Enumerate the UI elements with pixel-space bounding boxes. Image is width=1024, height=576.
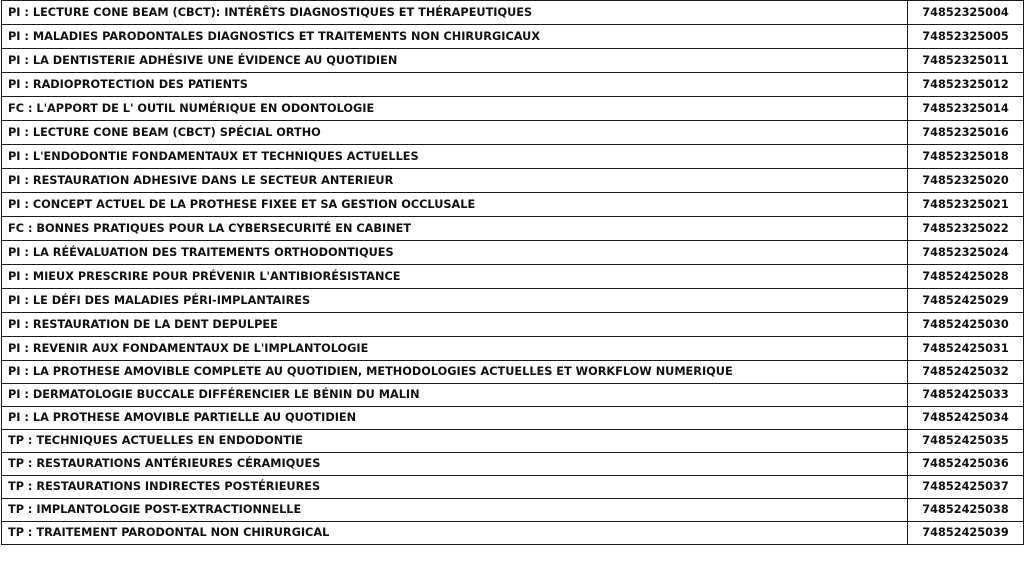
- program-code-cell: 74852425028: [908, 265, 1024, 289]
- program-code-cell: 74852425031: [908, 337, 1024, 361]
- table-row: [2, 289, 1024, 313]
- program-title-cell: PI : RESTAURATION ADHESIVE DANS LE SECTEUR ANTERIEUR: [2, 169, 908, 193]
- table-row: [2, 265, 1024, 289]
- program-code-cell: 74852425029: [908, 289, 1024, 313]
- program-title-cell: PI : LA RÉÉVALUATION DES TRAITEMENTS ORTHODONTIQUES: [2, 241, 908, 265]
- table-row: [2, 1, 1024, 25]
- program-code-cell: 74852425036: [908, 453, 1024, 476]
- program-code-cell: 74852325012: [908, 73, 1024, 97]
- program-title-cell: TP : TECHNIQUES ACTUELLES EN ENDODONTIE: [2, 430, 908, 453]
- program-code-cell: 74852325016: [908, 121, 1024, 145]
- table-row: [2, 97, 1024, 121]
- program-code-cell: 74852325024: [908, 241, 1024, 265]
- program-code-cell: 74852425034: [908, 407, 1024, 430]
- table-row: [2, 499, 1024, 522]
- program-title-cell: PI : LA PROTHESE AMOVIBLE PARTIELLE AU QUOTIDIEN: [2, 407, 908, 430]
- training-programs-table: [1, 0, 1024, 545]
- table-row: [2, 313, 1024, 337]
- program-title-cell: PI : RESTAURATION DE LA DENT DEPULPEE: [2, 313, 908, 337]
- table-row: [2, 193, 1024, 217]
- program-code-cell: 74852325011: [908, 49, 1024, 73]
- table-row: [2, 522, 1024, 545]
- table-row: [2, 241, 1024, 265]
- program-title-cell: PI : LE DÉFI DES MALADIES PÉRI-IMPLANTAIRES: [2, 289, 908, 313]
- table-row: [2, 361, 1024, 384]
- program-title-cell: PI : LA DENTISTERIE ADHÉSIVE UNE ÉVIDENCE AU QUOTIDIEN: [2, 49, 908, 73]
- table-row: [2, 337, 1024, 361]
- program-title-cell: PI : LECTURE CONE BEAM (CBCT): INTÉRÊTS DIAGNOSTIQUES ET THÉRAPEUTIQUES: [2, 1, 908, 25]
- program-title-cell: PI : DERMATOLOGIE BUCCALE DIFFÉRENCIER LE BÉNIN DU MALIN: [2, 384, 908, 407]
- program-title-cell: TP : TRAITEMENT PARODONTAL NON CHIRURGICAL: [2, 522, 908, 545]
- program-code-cell: 74852325004: [908, 1, 1024, 25]
- table-row: [2, 25, 1024, 49]
- program-title-cell: PI : LECTURE CONE BEAM (CBCT) SPÉCIAL ORTHO: [2, 121, 908, 145]
- table-row: [2, 73, 1024, 97]
- program-code-cell: 74852425033: [908, 384, 1024, 407]
- program-title-cell: PI : MIEUX PRESCRIRE POUR PRÉVENIR L'ANTIBIORÉSISTANCE: [2, 265, 908, 289]
- program-code-cell: 74852325022: [908, 217, 1024, 241]
- program-title-cell: PI : CONCEPT ACTUEL DE LA PROTHESE FIXEE ET SA GESTION OCCLUSALE: [2, 193, 908, 217]
- program-code-cell: 74852325021: [908, 193, 1024, 217]
- table-body: [2, 1, 1024, 545]
- program-code-cell: 74852425035: [908, 430, 1024, 453]
- program-code-cell: 74852425037: [908, 476, 1024, 499]
- program-code-cell: 74852425039: [908, 522, 1024, 545]
- table-row: [2, 453, 1024, 476]
- table-row: [2, 384, 1024, 407]
- table-row: [2, 169, 1024, 193]
- program-title-cell: TP : RESTAURATIONS INDIRECTES POSTÉRIEURES: [2, 476, 908, 499]
- program-title-cell: TP : IMPLANTOLOGIE POST-EXTRACTIONNELLE: [2, 499, 908, 522]
- program-code-cell: 74852325014: [908, 97, 1024, 121]
- program-code-cell: 74852325020: [908, 169, 1024, 193]
- program-title-cell: PI : LA PROTHESE AMOVIBLE COMPLETE AU QUOTIDIEN, METHODOLOGIES ACTUELLES ET WORKFLOW NUMERIQUE: [2, 361, 908, 384]
- table-row: [2, 476, 1024, 499]
- program-title-cell: FC : L'APPORT DE L' OUTIL NUMÉRIQUE EN ODONTOLOGIE: [2, 97, 908, 121]
- program-code-cell: 74852325018: [908, 145, 1024, 169]
- program-code-cell: 74852425032: [908, 361, 1024, 384]
- program-code-cell: 74852425030: [908, 313, 1024, 337]
- program-title-cell: FC : BONNES PRATIQUES POUR LA CYBERSECURITÉ EN CABINET: [2, 217, 908, 241]
- program-title-cell: TP : RESTAURATIONS ANTÉRIEURES CÉRAMIQUES: [2, 453, 908, 476]
- table-row: [2, 145, 1024, 169]
- table-row: [2, 407, 1024, 430]
- program-title-cell: PI : L'ENDODONTIE FONDAMENTAUX ET TECHNIQUES ACTUELLES: [2, 145, 908, 169]
- program-code-cell: 74852325005: [908, 25, 1024, 49]
- program-title-cell: PI : REVENIR AUX FONDAMENTAUX DE L'IMPLANTOLOGIE: [2, 337, 908, 361]
- program-title-cell: PI : MALADIES PARODONTALES DIAGNOSTICS ET TRAITEMENTS NON CHIRURGICAUX: [2, 25, 908, 49]
- table-row: [2, 430, 1024, 453]
- table-row: [2, 121, 1024, 145]
- table-row: [2, 217, 1024, 241]
- program-code-cell: 74852425038: [908, 499, 1024, 522]
- table-row: [2, 49, 1024, 73]
- program-title-cell: PI : RADIOPROTECTION DES PATIENTS: [2, 73, 908, 97]
